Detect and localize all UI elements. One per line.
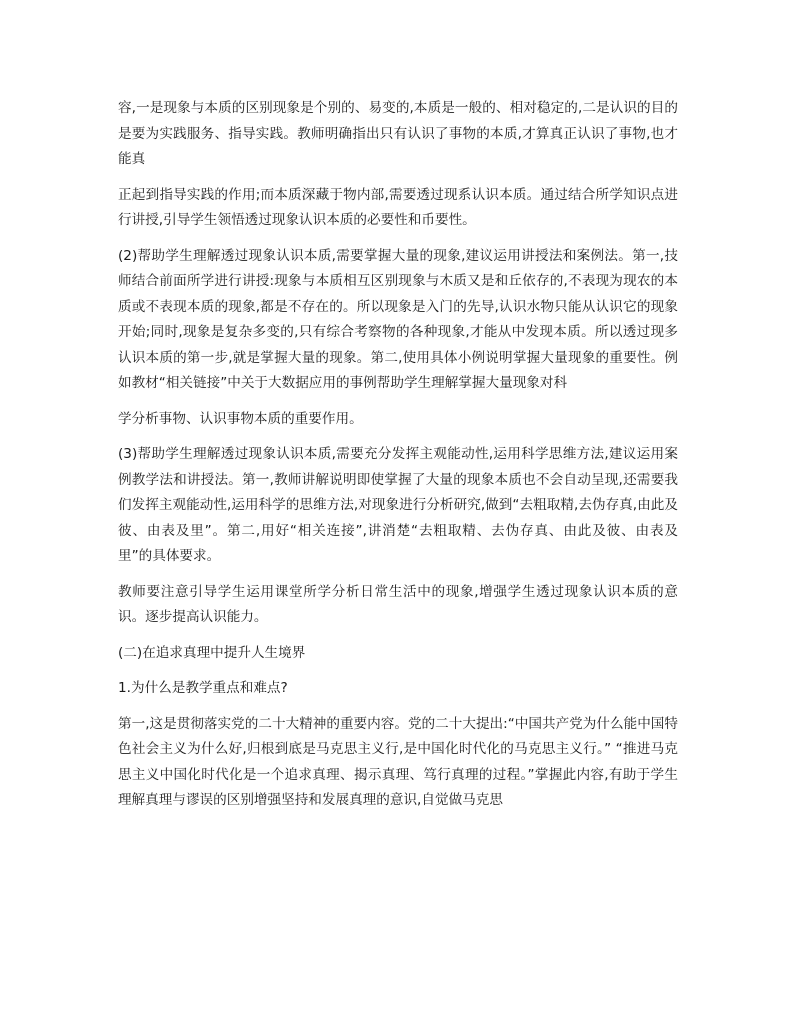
paragraph-7: 第一,这是贯彻落实党的二十大精神的重要内容。党的二十大提出:“中国共产党为什么能中国特色社会主义为什么好,归根到底是马克思主义行,是中国化时代化的马克思主义行。” “推进马克思主义中国化时代化是一个追求真理、揭示真理、笃行真理的过程。”掌握此内容,有助于学生理解真理与谬误的区别增强坚持和发展真理的意识,自觉做马克思 — [118, 715, 678, 808]
paragraph-6: 教师要注意引导学生运用课堂所学分析日常生活中的现象,增强学生透过现象认识本质的意识。逐步提高认识能力。 — [118, 583, 678, 625]
document-page — [118, 96, 678, 814]
section-heading: (二)在追求真理中提升人生境界 — [118, 644, 306, 661]
paragraph-5: (3)帮助学生理解透过现象认识本质,需要充分发挥主观能动性,运用科学思维方法,建议运用案例教学法和讲授法。第一,教师讲解说明即使掌握了大量的现象本质也不会自动呈现,还需要我们发挥主观能动性,运用科学的思维方法,对现象进行分析研究,做到“去粗取精,去伪存真,由此及彼、由表及里”。第二,用好“相关连接”,讲消楚“去粗取精、去伪存真、由此及彼、由表及里”的具体要求。 — [118, 446, 678, 564]
paragraph-2: 正起到指导实践的作用;而本质深藏于物内部,需要透过现系认识本质。通过结合所学知识点进行讲授,引导学生领悟透过现象认识本质的必要性和币要性。 — [118, 186, 678, 228]
paragraph-1: 容,一是现象与本质的区别现象是个别的、易变的,本质是一般的、相对稳定的,二是认识的目的是要为实践服务、指导实践。教师明确指出只有认识了事物的本质,才算真正认识了事物,也才能真 — [118, 100, 678, 167]
subsection-heading: 1.为什么是教学重点和难点? — [118, 680, 288, 696]
paragraph-4: 学分析事物、认识事物本质的重要作用。 — [118, 410, 363, 427]
paragraph-3: (2)帮助学生理解透过现象认识本质,需要掌握大量的现象,建议运用讲授法和案例法。第一,技师结合前面所学进行讲授:现象与本质相互区别现象与木质又是和丘依存的,不表现为现农的本质或不表现本质的现象,都是不存在的。所以现象是入门的先导,认识水物只能从认识它的现象开始;同时,现象是复杂多变的,只有综合考察物的各种现象,才能从中发现本质。所以透过现多认识本质的第一步,就是掌握大量的现象。第二,使用具体小例说明掌握大量现象的重要性。例如教材“相关链接”中关于大数据应用的事例帮助学生理解掌握大量现象对科 — [118, 247, 678, 391]
